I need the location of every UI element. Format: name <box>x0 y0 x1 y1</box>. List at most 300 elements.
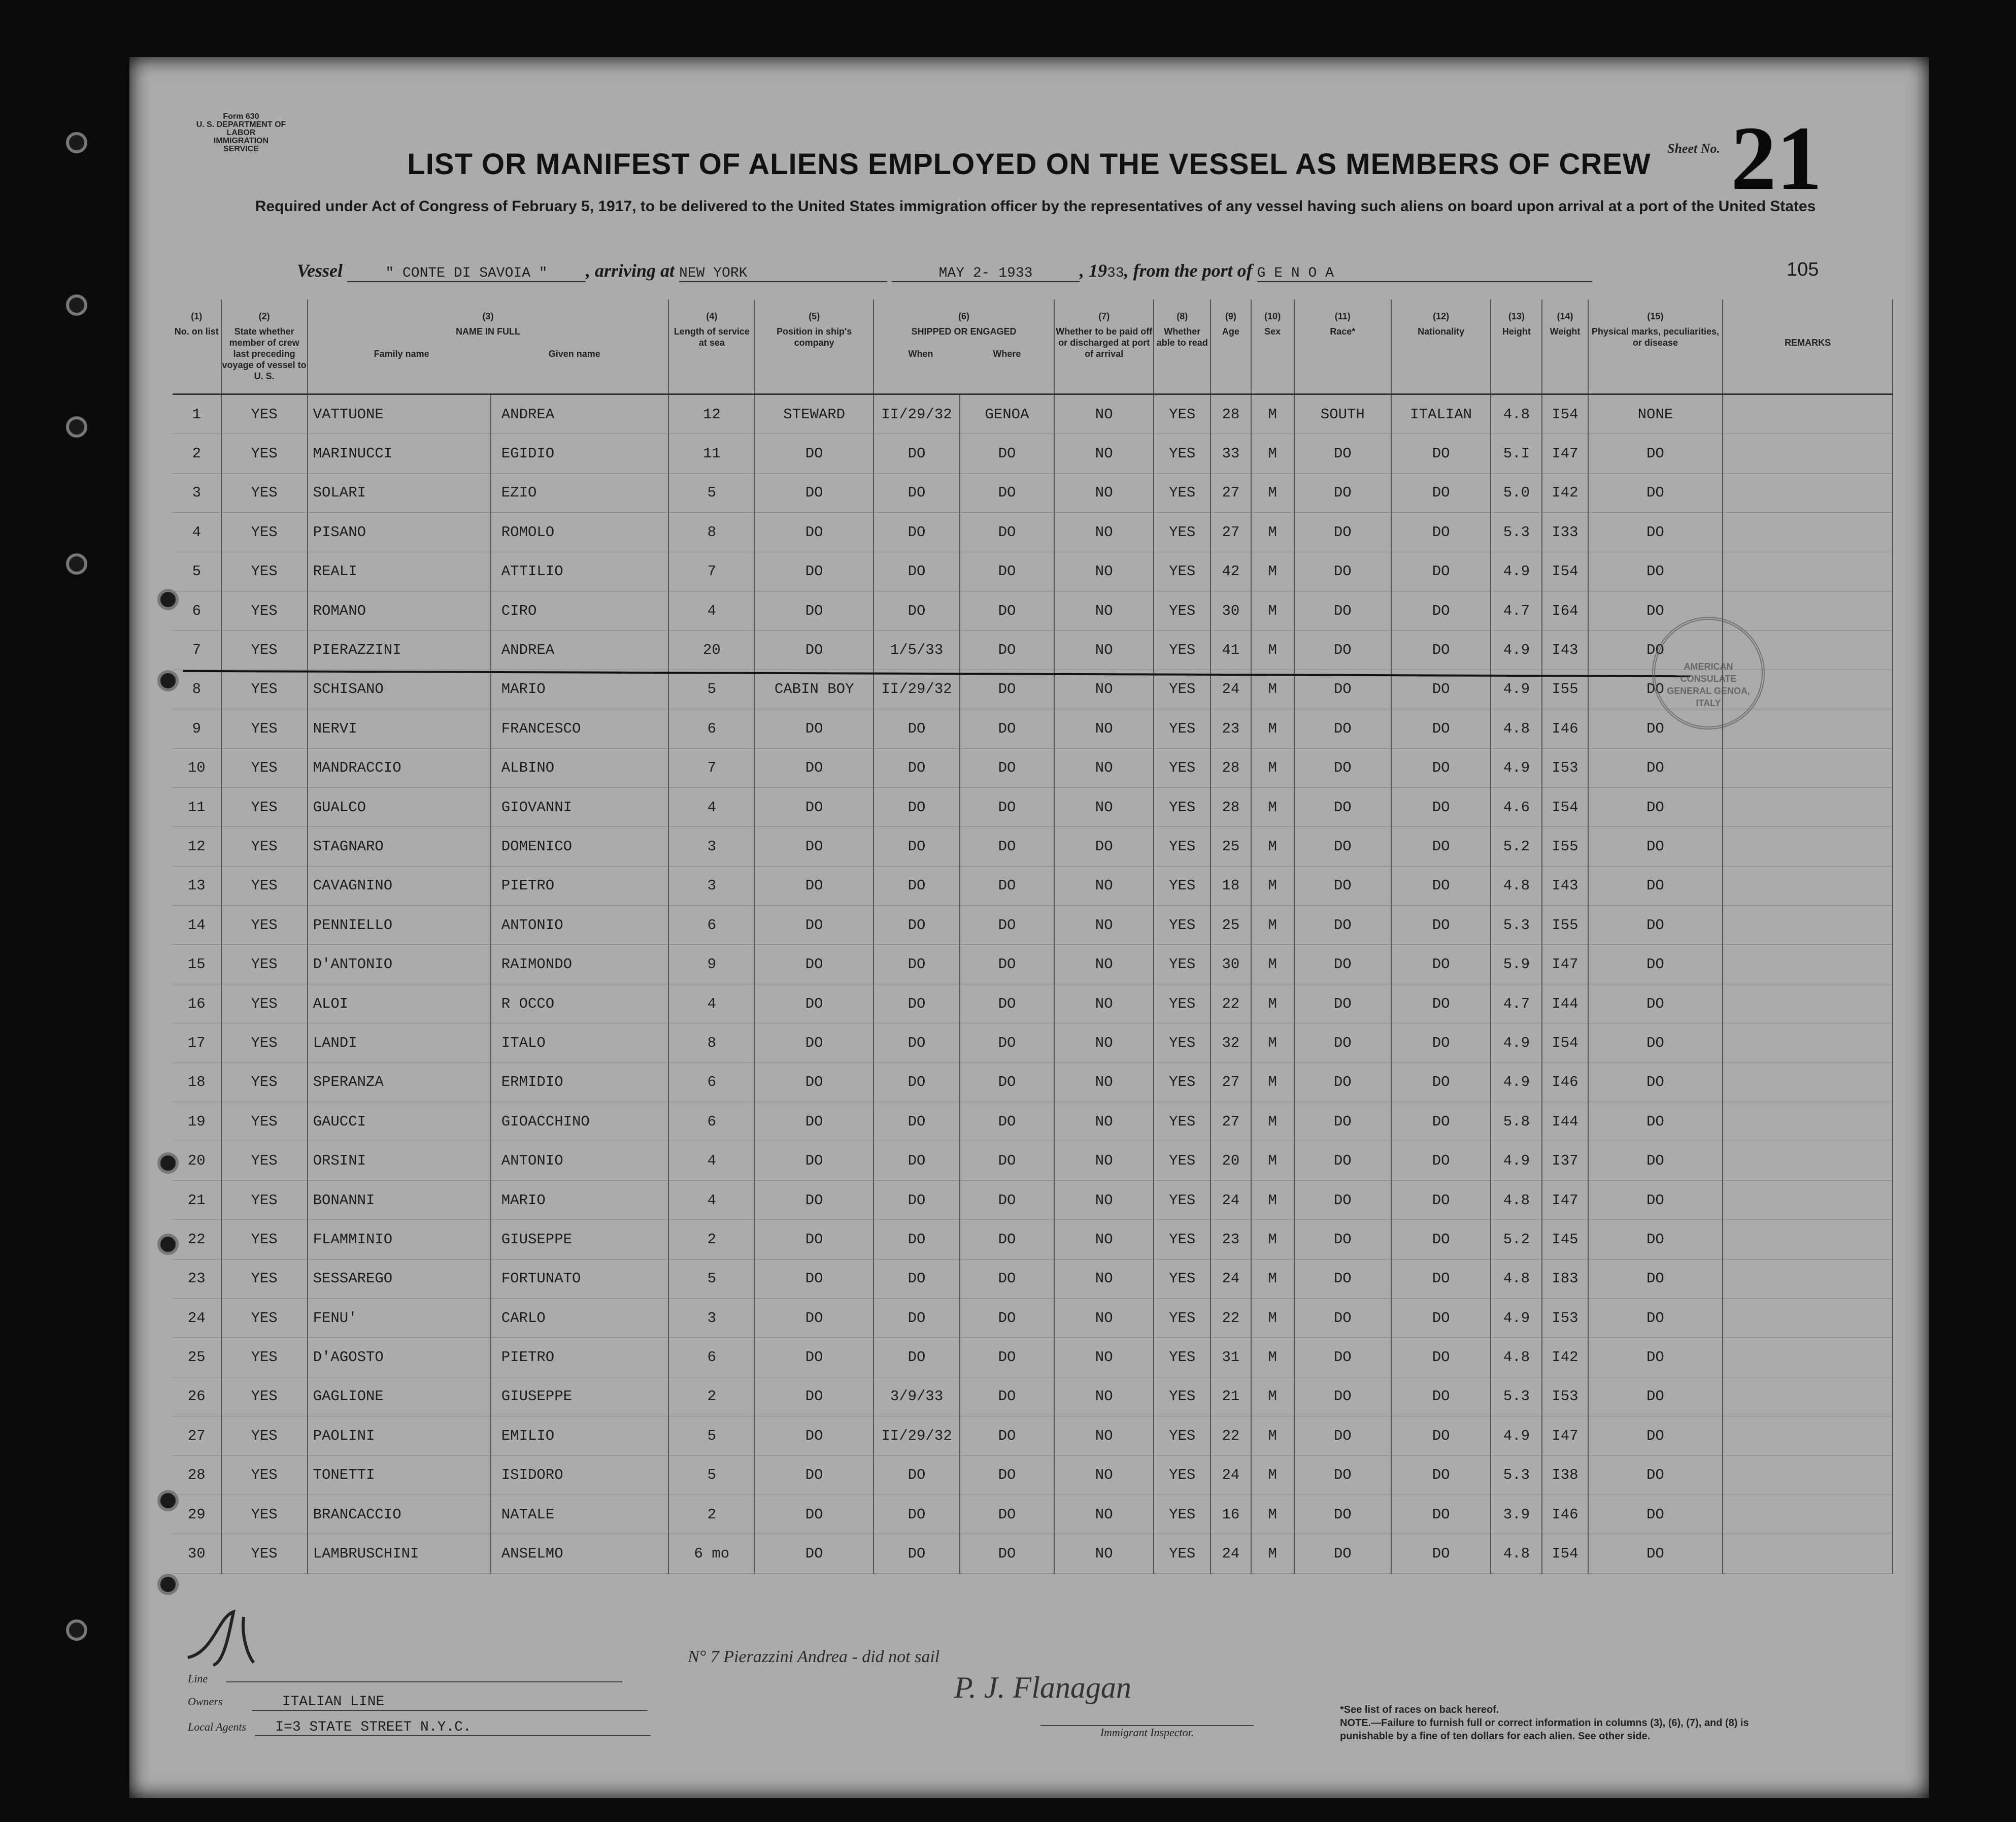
remarks-cell <box>1723 866 1893 905</box>
weight-cell: I54 <box>1542 787 1588 826</box>
service-length-cell: 5 <box>668 1455 755 1495</box>
position-cell: DO <box>755 1063 873 1102</box>
given-name-cell: PIETRO <box>491 1338 669 1377</box>
physical-marks-cell: DO <box>1588 787 1723 826</box>
able-to-read-cell: YES <box>1154 1220 1211 1259</box>
family-name-cell: MANDRACCIO <box>308 748 491 787</box>
age-cell: 16 <box>1211 1495 1251 1534</box>
height-cell: 4.8 <box>1491 1180 1542 1219</box>
col-header: (1) No. on list <box>173 300 221 394</box>
family-name-cell: FENU' <box>308 1298 491 1337</box>
remarks-cell <box>1723 394 1893 434</box>
nationality-cell: DO <box>1391 1534 1491 1573</box>
arriving-port: NEW YORK <box>679 266 887 282</box>
age-cell: 23 <box>1211 709 1251 748</box>
nationality-cell: DO <box>1391 473 1491 512</box>
age-cell: 24 <box>1211 1180 1251 1219</box>
given-name-cell: RAIMONDO <box>491 945 669 984</box>
owners-label: Owners <box>188 1695 223 1708</box>
paid-off-cell: NO <box>1054 984 1154 1023</box>
shipped-when-cell: DO <box>873 1534 960 1573</box>
race-cell: DO <box>1294 1220 1391 1259</box>
given-name-cell: GIUSEPPE <box>491 1377 669 1416</box>
row-number-cell: 18 <box>173 1063 221 1102</box>
weight-cell: I47 <box>1542 1180 1588 1219</box>
race-cell: DO <box>1294 1141 1391 1180</box>
physical-marks-cell: DO <box>1588 1180 1723 1219</box>
able-to-read-cell: YES <box>1154 670 1211 709</box>
prev-voyage-cell: YES <box>221 945 308 984</box>
shipped-when-cell: DO <box>873 1220 960 1259</box>
inspector-label: Immigrant Inspector. <box>1040 1725 1254 1739</box>
position-cell: DO <box>755 1416 873 1455</box>
sex-cell: M <box>1251 1102 1294 1141</box>
shipped-when-cell: DO <box>873 866 960 905</box>
family-name-cell: ROMANO <box>308 591 491 630</box>
race-cell: DO <box>1294 434 1391 473</box>
height-cell: 5.2 <box>1491 827 1542 866</box>
age-cell: 25 <box>1211 906 1251 945</box>
height-cell: 4.9 <box>1491 631 1542 670</box>
service-length-cell: 9 <box>668 945 755 984</box>
age-cell: 27 <box>1211 473 1251 512</box>
weight-cell: I55 <box>1542 670 1588 709</box>
height-cell: 5.3 <box>1491 906 1542 945</box>
position-cell: DO <box>755 1298 873 1337</box>
position-cell: DO <box>755 1180 873 1219</box>
shipped-when-cell: DO <box>873 434 960 473</box>
prev-voyage-cell: YES <box>221 1102 308 1141</box>
page-title: LIST OR MANIFEST OF ALIENS EMPLOYED ON THE VESSEL AS MEMBERS OF CREW <box>407 148 1651 181</box>
paid-off-cell: NO <box>1054 1416 1154 1455</box>
prev-voyage-cell: YES <box>221 748 308 787</box>
position-cell: DO <box>755 945 873 984</box>
sex-cell: M <box>1251 787 1294 826</box>
family-name-cell: PIERAZZINI <box>308 631 491 670</box>
paid-off-cell: NO <box>1054 591 1154 630</box>
nationality-cell: DO <box>1391 1102 1491 1141</box>
remarks-cell <box>1723 945 1893 984</box>
physical-marks-cell: DO <box>1588 591 1723 630</box>
position-cell: DO <box>755 1141 873 1180</box>
race-cell: DO <box>1294 1416 1391 1455</box>
paid-off-cell: NO <box>1054 434 1154 473</box>
family-name-cell: LAMBRUSCHINI <box>308 1534 491 1573</box>
position-cell: DO <box>755 1455 873 1495</box>
sex-cell: M <box>1251 1338 1294 1377</box>
remarks-cell <box>1723 1338 1893 1377</box>
nationality-cell: DO <box>1391 1298 1491 1337</box>
service-length-cell: 4 <box>668 591 755 630</box>
age-cell: 41 <box>1211 631 1251 670</box>
handwritten-note: N° 7 Pierazzini Andrea - did not sail <box>688 1647 940 1666</box>
prev-voyage-cell: YES <box>221 473 308 512</box>
service-length-cell: 2 <box>668 1377 755 1416</box>
nationality-cell: DO <box>1391 1220 1491 1259</box>
given-name-cell: ANDREA <box>491 631 669 670</box>
prev-voyage-cell: YES <box>221 984 308 1023</box>
able-to-read-cell: YES <box>1154 1416 1211 1455</box>
family-name-cell: GUALCO <box>308 787 491 826</box>
able-to-read-cell: YES <box>1154 1338 1211 1377</box>
given-name-cell: EZIO <box>491 473 669 512</box>
row-number-cell: 5 <box>173 552 221 591</box>
able-to-read-cell: YES <box>1154 1102 1211 1141</box>
race-cell: DO <box>1294 1023 1391 1063</box>
table-row <box>173 709 1893 748</box>
race-cell: DO <box>1294 1377 1391 1416</box>
col-header: (3) NAME IN FULL Family name Given name <box>308 300 669 394</box>
shipped-when-cell: DO <box>873 473 960 512</box>
able-to-read-cell: YES <box>1154 1180 1211 1219</box>
row-number-cell: 1 <box>173 394 221 434</box>
col-header: (14) Weight <box>1542 300 1588 394</box>
prev-voyage-cell: YES <box>221 1063 308 1102</box>
service-length-cell: 7 <box>668 552 755 591</box>
sex-cell: M <box>1251 1298 1294 1337</box>
prev-voyage-cell: YES <box>221 1220 308 1259</box>
shipped-when-cell: DO <box>873 1298 960 1337</box>
position-cell: DO <box>755 748 873 787</box>
able-to-read-cell: YES <box>1154 513 1211 552</box>
prev-voyage-cell: YES <box>221 631 308 670</box>
age-cell: 24 <box>1211 1455 1251 1495</box>
table-row <box>173 473 1893 512</box>
shipped-when-cell: DO <box>873 1259 960 1298</box>
table-row <box>173 1220 1893 1259</box>
remarks-cell <box>1723 906 1893 945</box>
position-cell: DO <box>755 1102 873 1141</box>
paid-off-cell: NO <box>1054 473 1154 512</box>
physical-marks-cell: DO <box>1588 552 1723 591</box>
family-name-cell: VATTUONE <box>308 394 491 434</box>
page-number: 105 <box>1787 259 1819 280</box>
weight-cell: I43 <box>1542 866 1588 905</box>
row-number-cell: 3 <box>173 473 221 512</box>
sex-cell: M <box>1251 984 1294 1023</box>
remarks-cell <box>1723 1298 1893 1337</box>
prev-voyage-cell: YES <box>221 1416 308 1455</box>
physical-marks-cell: DO <box>1588 670 1723 709</box>
height-cell: 4.8 <box>1491 1534 1542 1573</box>
position-cell: DO <box>755 1534 873 1573</box>
sex-cell: M <box>1251 827 1294 866</box>
physical-marks-cell: DO <box>1588 1377 1723 1416</box>
shipped-where-cell: DO <box>960 984 1054 1023</box>
family-name-cell: PISANO <box>308 513 491 552</box>
age-cell: 27 <box>1211 1063 1251 1102</box>
age-cell: 24 <box>1211 1534 1251 1573</box>
shipped-where-cell: DO <box>960 1141 1054 1180</box>
shipped-when-cell: DO <box>873 513 960 552</box>
height-cell: 4.8 <box>1491 1259 1542 1298</box>
age-cell: 24 <box>1211 670 1251 709</box>
prev-voyage-cell: YES <box>221 709 308 748</box>
position-cell: DO <box>755 1338 873 1377</box>
race-cell: DO <box>1294 1102 1391 1141</box>
prev-voyage-cell: YES <box>221 1180 308 1219</box>
service-length-cell: 12 <box>668 394 755 434</box>
nationality-cell: DO <box>1391 670 1491 709</box>
prev-voyage-cell: YES <box>221 394 308 434</box>
height-cell: 4.6 <box>1491 787 1542 826</box>
height-cell: 4.8 <box>1491 394 1542 434</box>
paid-off-cell: NO <box>1054 1220 1154 1259</box>
prev-voyage-cell: YES <box>221 906 308 945</box>
shipped-where-cell: DO <box>960 709 1054 748</box>
race-cell: DO <box>1294 1534 1391 1573</box>
weight-cell: I53 <box>1542 748 1588 787</box>
race-cell: DO <box>1294 670 1391 709</box>
form-identifier: Form 630 U. S. DEPARTMENT OF LABOR IMMIGRATION SERVICE <box>196 112 286 153</box>
row-number-cell: 22 <box>173 1220 221 1259</box>
nationality-cell: DO <box>1391 1259 1491 1298</box>
shipped-where-cell: DO <box>960 1416 1054 1455</box>
row-number-cell: 17 <box>173 1023 221 1063</box>
prev-voyage-cell: YES <box>221 552 308 591</box>
given-name-cell: ALBINO <box>491 748 669 787</box>
paid-off-cell: NO <box>1054 1180 1154 1219</box>
service-length-cell: 5 <box>668 1259 755 1298</box>
remarks-cell <box>1723 1063 1893 1102</box>
table-row <box>173 748 1893 787</box>
paid-off-cell: NO <box>1054 631 1154 670</box>
given-name-cell: GIUSEPPE <box>491 1220 669 1259</box>
shipped-where-cell: DO <box>960 866 1054 905</box>
weight-cell: I43 <box>1542 631 1588 670</box>
remarks-cell <box>1723 709 1893 748</box>
col-header: (4) Length of service at sea <box>668 300 755 394</box>
arriving-label: , arriving at <box>586 260 675 281</box>
service-length-cell: 4 <box>668 1141 755 1180</box>
remarks-cell <box>1723 1220 1893 1259</box>
footnote-races: *See list of races on back hereof. <box>1340 1704 1499 1715</box>
family-name-cell: SPERANZA <box>308 1063 491 1102</box>
height-cell: 4.9 <box>1491 670 1542 709</box>
given-name-cell: ANSELMO <box>491 1534 669 1573</box>
prev-voyage-cell: YES <box>221 670 308 709</box>
sex-cell: M <box>1251 591 1294 630</box>
nationality-cell: DO <box>1391 984 1491 1023</box>
shipped-when-cell: DO <box>873 1338 960 1377</box>
shipped-where-cell: DO <box>960 1023 1054 1063</box>
service-length-cell: 8 <box>668 513 755 552</box>
position-cell: DO <box>755 1377 873 1416</box>
owners-field <box>188 1693 648 1711</box>
physical-marks-cell: DO <box>1588 1455 1723 1495</box>
weight-cell: I54 <box>1542 394 1588 434</box>
sheet-label: Sheet No. <box>1667 141 1720 156</box>
age-cell: 24 <box>1211 1259 1251 1298</box>
family-name-cell: GAGLIONE <box>308 1377 491 1416</box>
position-cell: CABIN BOY <box>755 670 873 709</box>
sex-cell: M <box>1251 552 1294 591</box>
row-number-cell: 11 <box>173 787 221 826</box>
nationality-cell: DO <box>1391 1495 1491 1534</box>
remarks-cell <box>1723 1102 1893 1141</box>
physical-marks-cell: DO <box>1588 748 1723 787</box>
paid-off-cell: NO <box>1054 1063 1154 1102</box>
race-cell: DO <box>1294 709 1391 748</box>
height-cell: 5.3 <box>1491 513 1542 552</box>
age-cell: 20 <box>1211 1141 1251 1180</box>
line-label: Line <box>188 1672 208 1685</box>
row-number-cell: 6 <box>173 591 221 630</box>
prev-voyage-cell: YES <box>221 1495 308 1534</box>
table-row <box>173 1534 1893 1573</box>
col-header: (6) SHIPPED OR ENGAGED When Where <box>873 300 1054 394</box>
service-length-cell: 6 <box>668 1063 755 1102</box>
row-number-cell: 25 <box>173 1338 221 1377</box>
nationality-cell: ITALIAN <box>1391 394 1491 434</box>
remarks-cell <box>1723 473 1893 512</box>
height-cell: 4.9 <box>1491 1298 1542 1337</box>
shipped-where-cell: DO <box>960 552 1054 591</box>
able-to-read-cell: YES <box>1154 473 1211 512</box>
family-name-cell: BRANCACCIO <box>308 1495 491 1534</box>
race-cell: DO <box>1294 866 1391 905</box>
paid-off-cell: NO <box>1054 1495 1154 1534</box>
weight-cell: I54 <box>1542 1534 1588 1573</box>
height-cell: 4.9 <box>1491 1023 1542 1063</box>
race-cell: DO <box>1294 827 1391 866</box>
shipped-where-cell: GENOA <box>960 394 1054 434</box>
col-header: (12) Nationality <box>1391 300 1491 394</box>
given-name-cell: MARIO <box>491 670 669 709</box>
given-name-cell: ANTONIO <box>491 906 669 945</box>
table-row <box>173 866 1893 905</box>
sex-cell: M <box>1251 473 1294 512</box>
row-number-cell: 23 <box>173 1259 221 1298</box>
race-cell: DO <box>1294 473 1391 512</box>
race-cell: DO <box>1294 591 1391 630</box>
table-row <box>173 1298 1893 1337</box>
given-name-cell: GIOVANNI <box>491 787 669 826</box>
page-subtitle: Required under Act of Congress of February 5, 1917, to be delivered to the United States immigration officer by the representatives of any vessel having such aliens on board upon arrival at a port of the United States <box>255 198 1816 215</box>
given-name-cell: ATTILIO <box>491 552 669 591</box>
owners-value: ITALIAN LINE <box>252 1694 648 1711</box>
shipped-where-cell: DO <box>960 1495 1054 1534</box>
shipped-where-cell: DO <box>960 1180 1054 1219</box>
shipped-when-cell: II/29/32 <box>873 670 960 709</box>
col-header: (15) Physical marks, peculiarities, or disease <box>1588 300 1723 394</box>
shipped-where-cell: DO <box>960 1338 1054 1377</box>
nationality-cell: DO <box>1391 1416 1491 1455</box>
shipped-when-cell: DO <box>873 1102 960 1141</box>
remarks-cell <box>1723 1023 1893 1063</box>
height-cell: 5.8 <box>1491 1102 1542 1141</box>
col-header: (11) Race* <box>1294 300 1391 394</box>
remarks-cell <box>1723 1534 1893 1573</box>
family-name-cell: TONETTI <box>308 1455 491 1495</box>
age-cell: 23 <box>1211 1220 1251 1259</box>
physical-marks-cell: DO <box>1588 945 1723 984</box>
family-name-cell: D'AGOSTO <box>308 1338 491 1377</box>
row-number-cell: 30 <box>173 1534 221 1573</box>
col-header: (8) Whether able to read <box>1154 300 1211 394</box>
shipped-when-cell: DO <box>873 827 960 866</box>
table-row <box>173 827 1893 866</box>
remarks-cell <box>1723 1455 1893 1495</box>
position-cell: DO <box>755 1023 873 1063</box>
consulate-stamp <box>1652 617 1765 730</box>
given-name-cell: PIETRO <box>491 866 669 905</box>
shipped-where-cell: DO <box>960 1102 1054 1141</box>
sex-cell: M <box>1251 709 1294 748</box>
service-length-cell: 6 <box>668 709 755 748</box>
row-number-cell: 15 <box>173 945 221 984</box>
shipped-where-cell: DO <box>960 434 1054 473</box>
table-header-row <box>173 300 1893 394</box>
able-to-read-cell: YES <box>1154 866 1211 905</box>
nationality-cell: DO <box>1391 787 1491 826</box>
sex-cell: M <box>1251 945 1294 984</box>
shipped-when-cell: DO <box>873 906 960 945</box>
able-to-read-cell: YES <box>1154 1495 1211 1534</box>
physical-marks-cell: NONE <box>1588 394 1723 434</box>
sex-cell: M <box>1251 1377 1294 1416</box>
table-row <box>173 1416 1893 1455</box>
age-cell: 28 <box>1211 394 1251 434</box>
row-number-cell: 19 <box>173 1102 221 1141</box>
sex-cell: M <box>1251 1259 1294 1298</box>
shipped-when-cell: DO <box>873 1455 960 1495</box>
shipped-when-cell: DO <box>873 945 960 984</box>
given-name-cell: ROMOLO <box>491 513 669 552</box>
age-cell: 22 <box>1211 1416 1251 1455</box>
able-to-read-cell: YES <box>1154 709 1211 748</box>
service-length-cell: 4 <box>668 787 755 826</box>
family-name-cell: PAOLINI <box>308 1416 491 1455</box>
paid-off-cell: NO <box>1054 1141 1154 1180</box>
shipped-where-cell: DO <box>960 1534 1054 1573</box>
row-number-cell: 9 <box>173 709 221 748</box>
able-to-read-cell: YES <box>1154 631 1211 670</box>
sex-cell: M <box>1251 1455 1294 1495</box>
age-cell: 30 <box>1211 945 1251 984</box>
row-number-cell: 2 <box>173 434 221 473</box>
race-cell: DO <box>1294 1298 1391 1337</box>
physical-marks-cell: DO <box>1588 1338 1723 1377</box>
race-cell: DO <box>1294 1063 1391 1102</box>
inspector-signature: P. J. Flanagan <box>954 1671 1131 1704</box>
able-to-read-cell: YES <box>1154 552 1211 591</box>
given-name-cell: R OCCO <box>491 984 669 1023</box>
sex-cell: M <box>1251 1063 1294 1102</box>
nationality-cell: DO <box>1391 906 1491 945</box>
service-length-cell: 20 <box>668 631 755 670</box>
paid-off-cell: NO <box>1054 906 1154 945</box>
shipped-where-cell: DO <box>960 591 1054 630</box>
sex-cell: M <box>1251 1180 1294 1219</box>
weight-cell: I33 <box>1542 513 1588 552</box>
service-length-cell: 6 <box>668 906 755 945</box>
col-header: (9) Age <box>1211 300 1251 394</box>
height-cell: 4.9 <box>1491 1141 1542 1180</box>
family-name-cell: REALI <box>308 552 491 591</box>
agents-value: I=3 STATE STREET N.Y.C. <box>255 1719 651 1736</box>
shipped-when-cell: DO <box>873 1023 960 1063</box>
shipped-when-cell: 1/5/33 <box>873 631 960 670</box>
age-cell: 31 <box>1211 1338 1251 1377</box>
sex-cell: M <box>1251 394 1294 434</box>
vessel-label: Vessel <box>297 260 343 281</box>
sex-cell: M <box>1251 631 1294 670</box>
race-cell: DO <box>1294 748 1391 787</box>
position-cell: DO <box>755 827 873 866</box>
age-cell: 30 <box>1211 591 1251 630</box>
height-cell: 4.9 <box>1491 1063 1542 1102</box>
